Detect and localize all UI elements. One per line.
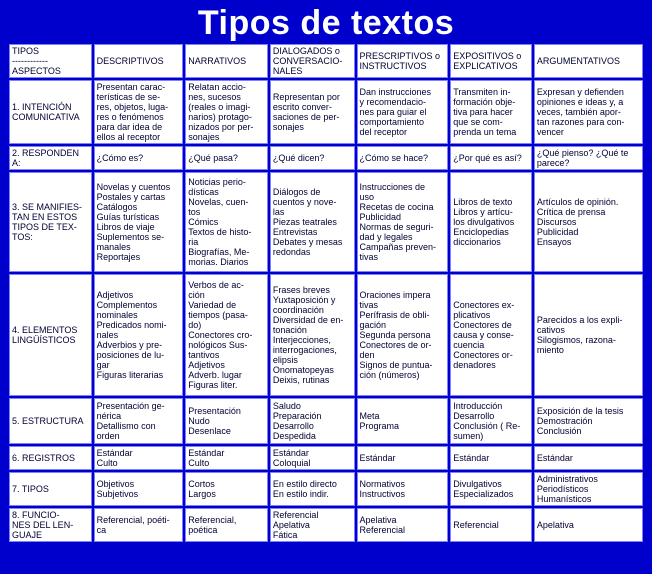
table-cell: Referencial — [450, 508, 532, 542]
table-cell: Transmiten in- formación obje- tiva para hacer que se com- prenda un tema — [450, 80, 532, 144]
table-cell: Presentación ge- nérica Detallismo con orden — [94, 398, 184, 444]
table-cell: Parecidos a los expli- cativos Silogismos, razona- miento — [534, 274, 643, 396]
text-types-table — [7, 42, 645, 544]
table-cell: Estándar — [534, 446, 643, 470]
table-cell: ¿Cómo se hace? — [357, 146, 449, 170]
table-cell: Libros de texto Libros y artícu- los divulgativos Enciclopedias diccionarios — [450, 172, 532, 272]
header-narrativos: NARRATIVOS — [185, 44, 268, 78]
table-cell: Estándar — [450, 446, 532, 470]
table-cell: Referencial Apelativa Fática — [270, 508, 355, 542]
table-cell: Diálogos de cuentos y nove- las Piezas teatrales Entrevistas Debates y mesas redondas — [270, 172, 355, 272]
row-elementos — [9, 274, 643, 396]
table-cell: Frases breves Yuxtaposición y coordinación Diversidad de en- tonación Interjecciones, interrogaciones, elipsis Onomatopeyas Deixis, rutinas — [270, 274, 355, 396]
table-cell: ¿Qué pasa? — [185, 146, 268, 170]
table-cell: ¿Cómo es? — [94, 146, 184, 170]
table-cell: Meta Programa — [357, 398, 449, 444]
table-cell: Referencial, poética — [185, 508, 268, 542]
table-cell: Introducción Desarrollo Conclusión ( Re- sumen) — [450, 398, 532, 444]
header-corner: TIPOS ------------ ASPECTOS — [9, 44, 92, 78]
row-label: 1. INTENCIÓN COMUNICATIVA — [9, 80, 92, 144]
row-label: 6. REGISTROS — [9, 446, 92, 470]
table-cell: ¿Por qué es así? — [450, 146, 532, 170]
table-cell: Instrucciones de uso Recetas de cocina Publicidad Normas de seguri- dad y legales Campañas preven- tivas — [357, 172, 449, 272]
header-descriptivos: DESCRIPTIVOS — [94, 44, 184, 78]
row-label: 7. TIPOS — [9, 472, 92, 506]
table-cell: Administrativos Periodísticos Humanísticos — [534, 472, 643, 506]
row-funciones — [9, 508, 643, 542]
row-label: 8. FUNCIO- NES DEL LEN- GUAJE — [9, 508, 92, 542]
table-cell: Apelativa Referencial — [357, 508, 449, 542]
row-registros — [9, 446, 643, 470]
row-responden — [9, 146, 643, 170]
table-cell: Normativos Instructivos — [357, 472, 449, 506]
table-cell: Exposición de la tesis Demostración Conclusión — [534, 398, 643, 444]
table-cell: Apelativa — [534, 508, 643, 542]
table-cell: Representan por escrito conver- saciones de per- sonajes — [270, 80, 355, 144]
table-cell: Oraciones impera tivas Perífrasis de obli- gación Segunda persona Conectores de or- den Signos de puntua- ción (números) — [357, 274, 449, 396]
table-cell: Cortos Largos — [185, 472, 268, 506]
table-cell: Artículos de opinión. Crítica de prensa Discursos Publicidad Ensayos — [534, 172, 643, 272]
table-cell: Objetivos Subjetivos — [94, 472, 184, 506]
table-cell: Conectores ex- plicativos Conectores de causa y conse- cuencia Conectores or- denadores — [450, 274, 532, 396]
row-label: 3. SE MANIFIES- TAN EN ESTOS TIPOS DE TEX- TOS: — [9, 172, 92, 272]
row-tipos — [9, 472, 643, 506]
row-label: 2. RESPONDEN A: — [9, 146, 92, 170]
table-cell: Verbos de ac- ción Variedad de tiempos (pasa- do) Conectores cro- nológicos Sus- tantivos Adjetivos Adverb. lugar Figuras liter. — [185, 274, 268, 396]
header-row — [9, 44, 643, 78]
page-title: Tipos de textos — [197, 4, 455, 42]
table-cell: Estándar Culto — [185, 446, 268, 470]
table-cell: Estándar Coloquial — [270, 446, 355, 470]
row-label: 5. ESTRUCTURA — [9, 398, 92, 444]
table-cell: ¿Qué pienso? ¿Qué te parece? — [534, 146, 643, 170]
table-cell: Noticias perio- dísticas Novelas, cuen- tos Cómics Textos de histo- ria Biografías, Me- morias. Diarios — [185, 172, 268, 272]
table-cell: Estándar Culto — [94, 446, 184, 470]
header-dialogados: DIALOGADOS o CONVERSACIO- NALES — [270, 44, 355, 78]
row-label: 4. ELEMENTOS LINGÜÍSTICOS — [9, 274, 92, 396]
table-cell: En estilo directo En estilo indir. — [270, 472, 355, 506]
table-cell: ¿Qué dicen? — [270, 146, 355, 170]
header-argumentativos: ARGUMENTATIVOS — [534, 44, 643, 78]
row-estructura — [9, 398, 643, 444]
table-cell: Presentan carac- terísticas de se- res, objetos, luga- res o fenómenos para dar idea de ellos al receptor — [94, 80, 184, 144]
table-cell: Saludo Preparación Desarrollo Despedida — [270, 398, 355, 444]
table-cell: Divulgativos Especializados — [450, 472, 532, 506]
header-prescriptivos: PRESCRIPTIVOS o INSTRUCTIVOS — [357, 44, 449, 78]
table-cell: Relatan accio- nes, sucesos (reales o imagi- narios) protago- nizados por per- sonajes — [185, 80, 268, 144]
table-cell: Estándar — [357, 446, 449, 470]
row-intencion — [9, 80, 643, 144]
table-cell: Referencial, poéti- ca — [94, 508, 184, 542]
table-cell: Dan instrucciones y recomendacio- nes para guiar el comportamiento del receptor — [357, 80, 449, 144]
table-cell: Presentación Nudo Desenlace — [185, 398, 268, 444]
table-cell: Novelas y cuentos Postales y cartas Catálogos Guías turísticas Libros de viaje Suplementos se- manales Reportajes — [94, 172, 184, 272]
table-cell: Expresan y defienden opiniones e ideas y, a veces, también apor- tan razones para con- vencer — [534, 80, 643, 144]
table-cell: Adjetivos Complementos nominales Predicados nomi- nales Adverbios y pre- posiciones de lu- gar Figuras literarias — [94, 274, 184, 396]
row-manifiestan — [9, 172, 643, 272]
header-expositivos: EXPOSITIVOS o EXPLICATIVOS — [450, 44, 532, 78]
